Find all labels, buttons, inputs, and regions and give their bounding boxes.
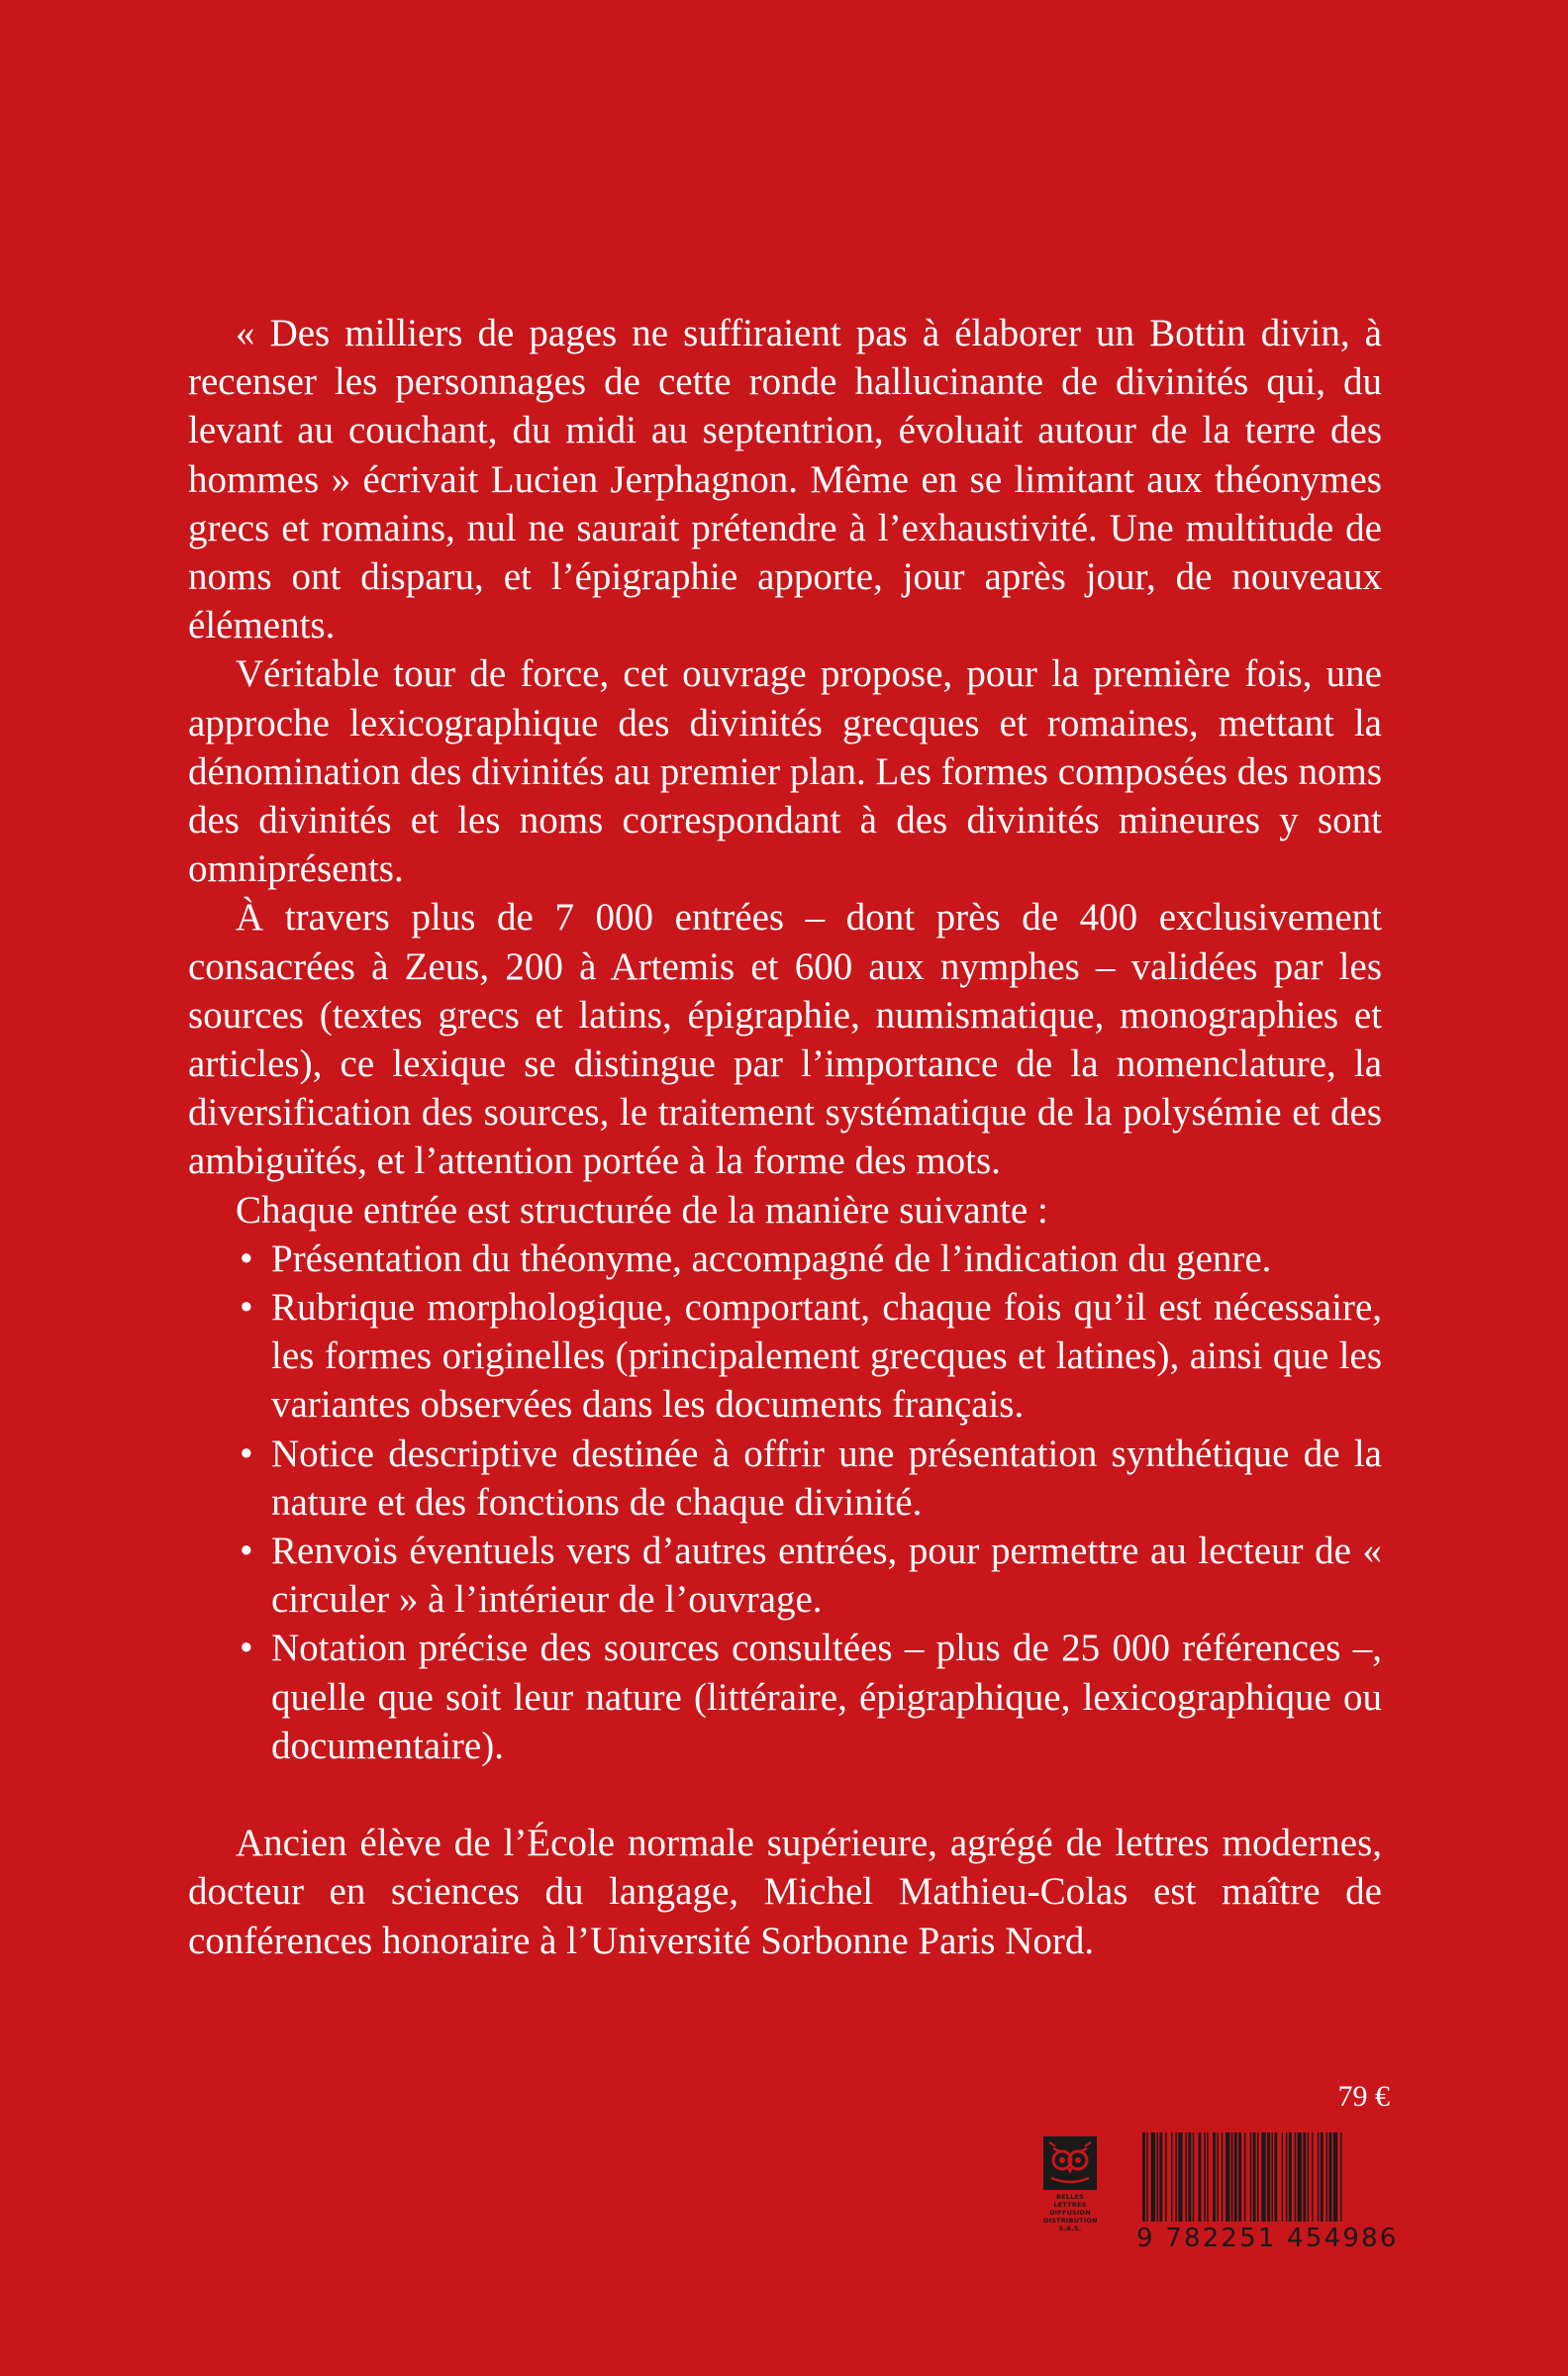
list-item-text: Rubrique morphologique, comportant, chaque fois qu’il est nécessaire, les formes originelles (principalement grecques et latines), ainsi que les variantes observées dans les documents français. <box>271 1286 1382 1427</box>
blurb-paragraph-structure-intro: Chaque entrée est structurée de la manière suivante : <box>236 1188 1048 1232</box>
blurb-paragraph-approach: Véritable tour de force, cet ouvrage propose, pour la première fois, une approche lexicographique des divinités grecques et romaines, mettant la dénomination des divinités au premier plan. Les formes composées des noms des divinités et les noms correspondant à des divinités mineures y sont omniprésents. <box>188 652 1382 891</box>
bullet-icon: • <box>240 1432 253 1475</box>
list-item-text: Notice descriptive destinée à offrir une présentation synthétique de la nature et des fonctions de chaque divinité. <box>271 1432 1382 1524</box>
list-item-text: Présentation du théonyme, accompagné de l’indication du genre. <box>271 1237 1272 1280</box>
publisher-name-line: BELLES LETTRES <box>1053 2193 1087 2209</box>
isbn-barcode <box>1136 2132 1399 2253</box>
list-item <box>188 1283 1382 1430</box>
publisher-logo <box>1043 2136 1097 2239</box>
bullet-icon: • <box>240 1286 253 1330</box>
bullet-icon: • <box>240 1530 253 1573</box>
price-label: 79 € <box>1337 2080 1390 2113</box>
bullet-icon: • <box>240 1237 253 1280</box>
list-item <box>188 1235 1382 1283</box>
list-item <box>188 1527 1382 1624</box>
author-bio: Ancien élève de l’École normale supérieure, agrégé de lettres modernes, docteur en sciences du langage, Michel Mathieu-Colas est maître de conférences honoraire à l’Université Sorbonne Paris Nord. <box>188 1822 1382 1962</box>
blurb-paragraph-intro: « Des milliers de pages ne suffiraient pas à élaborer un Bottin divin, à recenser les personnages de cette ronde hallucinante de divinités qui, du levant au couchant, du midi au septentrion, évoluait autour de la terre des hommes » écrivait Lucien Jerphagnon. Même en se limitant aux théonymes grecs et romains, nul ne saurait prétendre à l’exhaustivité. Une multitude de noms ont disparu, et l’épigraphie apporte, jour après jour, de nouveaux éléments. <box>188 312 1382 647</box>
blurb <box>188 309 1382 1965</box>
publisher-name <box>1043 2193 1097 2232</box>
list-item <box>188 1430 1382 1527</box>
blurb-paragraph-entries: À travers plus de 7 000 entrées – dont près de 400 exclusivement consacrées à Zeus, 200 à Artemis et 600 aux nymphes – validées par les sources (textes grecs et latins, épigraphie, numismatique, monographies et articles), ce lexique se distingue par l’importance de la nomenclature, la diversification des sources, le traitement systématique de la polysémie et des ambiguïtés, et l’attention portée à la forme des mots. <box>188 896 1382 1183</box>
publisher-name-line: DIFFUSION <box>1049 2209 1091 2217</box>
isbn-digits: 9 782251 454986 <box>1136 2224 1399 2253</box>
owl-logo-icon <box>1043 2136 1097 2190</box>
publisher-name-line: DISTRIBUTION <box>1043 2217 1098 2225</box>
list-item <box>188 1624 1382 1770</box>
barcode-bars <box>1136 2132 1392 2228</box>
publisher-name-line: S.A.S. <box>1058 2225 1082 2232</box>
bullet-icon: • <box>240 1627 253 1670</box>
structure-list <box>188 1235 1382 1770</box>
list-item-text: Notation précise des sources consultées – plus de 25 000 références –, quelle que soit leur nature (littéraire, épigraphique, lexicographique ou documentaire). <box>271 1627 1382 1767</box>
list-item-text: Renvois éventuels vers d’autres entrées, pour permettre au lecteur de « circuler » à l’intérieur de l’ouvrage. <box>271 1530 1382 1622</box>
